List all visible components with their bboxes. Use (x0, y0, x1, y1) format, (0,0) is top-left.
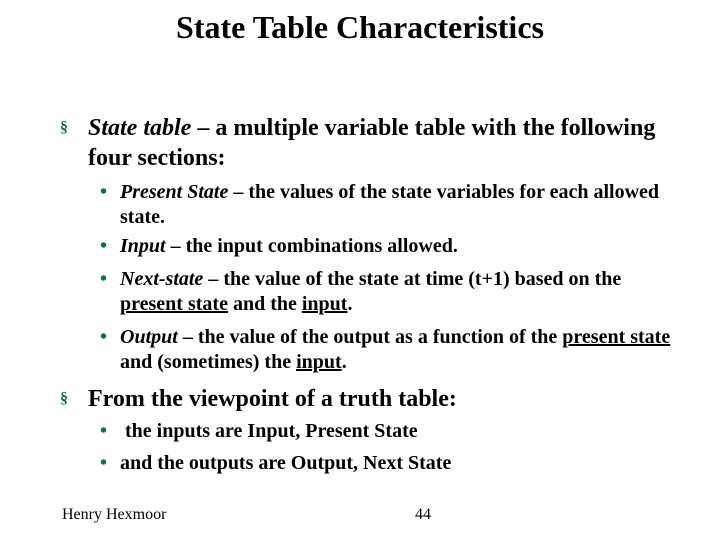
subbullet-desc: – the values of the state variables for each allowed state. (120, 181, 660, 228)
subbullet-end: . (347, 293, 353, 315)
footer-author: Henry Hexmoor (62, 506, 167, 523)
subbullet-present-state (100, 180, 680, 230)
underlined-present-state: present state (562, 326, 671, 348)
bullet-truth-table (60, 384, 680, 414)
slide-title: State Table Characteristics (176, 9, 544, 45)
subbullet-inputs (100, 419, 680, 444)
subbullet-text: the inputs are Input, Present State (120, 420, 418, 442)
subbullet-term: Present State (120, 181, 229, 203)
bullet-dot-icon: • (100, 181, 108, 203)
subbullet-desc: – the input combinations allowed. (165, 235, 458, 257)
section-marker-icon: § (60, 390, 68, 407)
subbullet-text (120, 234, 680, 259)
bullet-dot-icon: • (100, 326, 108, 348)
bullet-term: State table (88, 115, 192, 141)
bullet-dot-icon: • (100, 452, 108, 474)
subbullet-desc: – the value of the state at time (t+1) based on the (203, 268, 622, 290)
subbullet-term: Next-state (120, 268, 204, 290)
subbullet-next-state (100, 267, 680, 317)
page-number: 44 (415, 506, 431, 523)
subbullet-desc: – the value of the output as a function of the (177, 326, 563, 348)
bullet-desc: – a multiple variable table with the following four sections: (88, 115, 656, 171)
underlined-input: input (301, 293, 348, 315)
section-marker-icon: § (60, 119, 68, 136)
subbullet-outputs (100, 451, 680, 476)
subbullet-output (100, 325, 680, 375)
bullet-dot-icon: • (100, 420, 108, 442)
subbullet-end: . (341, 351, 347, 373)
underlined-present-state: present state (120, 293, 228, 315)
bullet-text (88, 113, 680, 173)
subbullet-text (120, 267, 680, 317)
subbullet-term: Output (120, 326, 178, 348)
subbullet-mid: and (sometimes) the (120, 351, 297, 373)
bullet-text: From the viewpoint of a truth table: (88, 386, 457, 412)
subbullet-text (120, 180, 680, 230)
underlined-input: input (296, 351, 342, 373)
subbullet-text: and the outputs are Output, Next State (120, 452, 452, 474)
bullet-dot-icon: • (100, 235, 108, 257)
subbullet-input (100, 234, 680, 259)
subbullet-text (120, 325, 680, 375)
bullet-state-table (60, 113, 680, 173)
bullet-dot-icon: • (100, 268, 108, 290)
subbullet-mid: and the (227, 293, 302, 315)
subbullet-term: Input (120, 235, 166, 257)
